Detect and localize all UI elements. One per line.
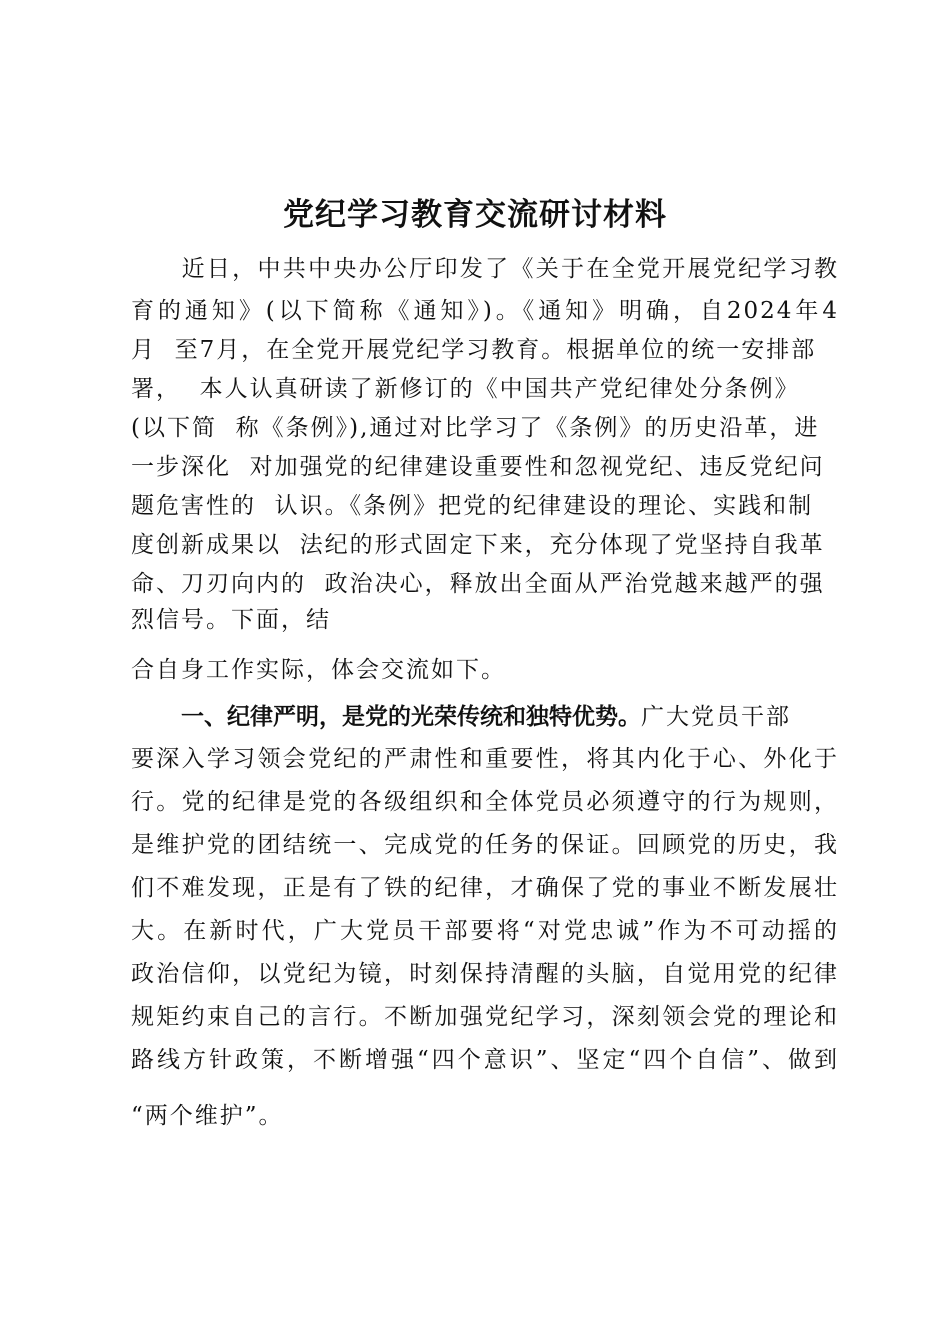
paragraph-line: 署， 本人认真研读了新修订的《中国共产党纪律处分条例》	[131, 376, 800, 402]
paragraph-line: 们不难发现，正是有了铁的纪律，才确保了党的事业不断发展壮	[131, 875, 839, 901]
paragraph-line: 政治信仰，以党纪为镜，时刻保持清醒的头脑，自觉用党的纪律	[131, 961, 839, 987]
paragraph-line: 度创新成果以 法纪的形式固定下来，充分体现了党坚持自我革	[131, 532, 825, 558]
section-1-heading-tail: 广大党员干部	[641, 704, 791, 730]
paragraph-line: 合自身工作实际，体会交流如下。	[131, 657, 506, 683]
document-title: 党纪学习教育交流研讨材料	[283, 197, 667, 233]
paragraph-line: 育的通知》(以下简称《通知》)。《通知》明确，自2024年4	[131, 298, 839, 324]
section-1-first-line	[131, 702, 839, 732]
paragraph-line: “两个维护”。	[131, 1103, 284, 1129]
paragraph-line: 近日，中共中央办公厅印发了《关于在全党开展党纪学习教	[131, 256, 839, 282]
paragraph-line: 是维护党的团结统一、完成党的任务的保证。回顾党的历史，我	[131, 832, 839, 858]
paragraph-line: 要深入学习领会党纪的严肃性和重要性，将其内化于心、外化于	[131, 746, 839, 772]
paragraph-line: 行。党的纪律是党的各级组织和全体党员必须遵守的行为规则，	[131, 789, 839, 815]
paragraph-line: 题危害性的 认识。《条例》把党的纪律建设的理论、实践和制	[131, 493, 814, 519]
paragraph-line: 一步深化 对加强党的纪律建设重要性和忽视党纪、违反党纪问	[131, 454, 825, 480]
paragraph-line: 路线方针政策，不断增强“四个意识”、坚定“四个自信”、做到	[131, 1047, 839, 1073]
paragraph-line: 规矩约束自己的言行。不断加强党纪学习，深刻领会党的理论和	[131, 1004, 839, 1030]
paragraph-line: 大。在新时代，广大党员干部要将“对党忠诚”作为不可动摇的	[131, 918, 839, 944]
paragraph-line: 烈信号。下面，结	[131, 607, 331, 633]
section-1-heading: 一、纪律严明，是党的光荣传统和独特优势。	[181, 704, 641, 730]
paragraph-line: 命、刀刃向内的 政治决心，释放出全面从严治党越来越严的强	[131, 571, 825, 597]
paragraph-line: 月 至7月，在全党开展党纪学习教育。根据单位的统一安排部	[131, 337, 817, 363]
paragraph-line: (以下简 称《条例》),通过对比学习了《条例》的历史沿革，进	[131, 415, 820, 441]
